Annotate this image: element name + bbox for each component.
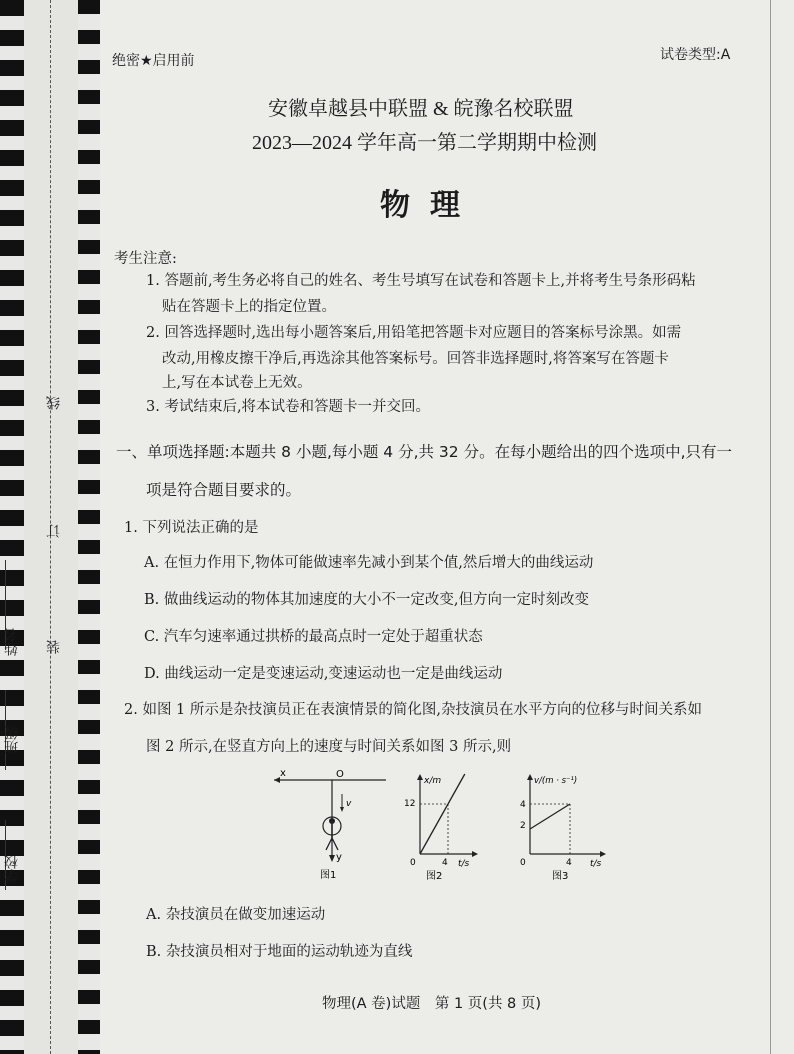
exam-title: 2023—2024 学年高一第二学期期中检测 <box>252 132 597 154</box>
q2-stem-line-1: 2. 如图 1 所示是杂技演员正在表演情景的简化图,杂技演员在水平方向的位移与时间关系如 <box>124 702 702 718</box>
name-label: 姓名 <box>4 628 20 656</box>
fig2-t-axis-arrow <box>472 851 478 857</box>
q1-option-d: D. 曲线运动一定是变速运动,变速运动也一定是曲线运动 <box>144 666 503 682</box>
fig3-series-line <box>530 804 570 829</box>
fig3-t-axis-arrow <box>600 851 606 857</box>
fig2-x-axis-label: t/s <box>458 859 470 869</box>
notice-line-3: 2. 回答选择题时,选出每小题答案后,用铅笔把答题卡对应题目的答案标号涂黑。如需 <box>146 325 682 341</box>
fig3-v-axis-arrow <box>527 774 533 780</box>
section-heading-line-1: 一、单项选择题:本题共 8 小题,每小题 4 分,共 32 分。在每小题给出的四个选项中,只有一 <box>116 443 733 461</box>
xian-mark: 线 <box>46 396 62 410</box>
performer-leg-right <box>332 838 338 850</box>
notice-line-2: 贴在答题卡上的指定位置。 <box>162 299 336 315</box>
q2-option-a: A. 杂技演员在做变加速运动 <box>146 907 326 923</box>
performer-head-icon <box>329 818 335 824</box>
fig2-caption: 图2 <box>426 871 443 881</box>
notice-line-1: 1. 答题前,考生务必将自己的姓名、考生号填写在试卷和答题卡上,并将考生号条形码粘 <box>146 273 696 289</box>
page-footer: 物理(A 卷)试题 第 1 页(共 8 页) <box>322 996 542 1012</box>
fig2-series-line <box>420 804 448 854</box>
fig1-o-label: O <box>336 769 344 780</box>
alliance-title: 安徽卓越县中联盟 & 皖豫名校联盟 <box>268 98 574 120</box>
fig3-y-axis-label: v/(m · s⁻¹) <box>534 776 578 786</box>
fig3-x-axis-label: t/s <box>590 859 602 869</box>
fig3-tick-y2: 2 <box>520 821 526 831</box>
zhuang-mark: 装 <box>46 640 62 654</box>
fig2-series-extension <box>448 774 465 804</box>
left-stripe-border <box>0 0 24 1054</box>
fig3-tick-x: 4 <box>566 858 572 868</box>
q1-option-a: A. 在恒力作用下,物体可能做速率先减小到某个值,然后增大的曲线运动 <box>144 555 594 571</box>
figure-2-chart <box>398 770 480 881</box>
fig1-y-label: y <box>336 852 342 863</box>
fig2-x-axis-arrow <box>417 774 423 780</box>
section-heading-line-2: 项是符合题目要求的。 <box>146 481 302 499</box>
school-label: 学校 <box>4 855 20 883</box>
fig2-origin: 0 <box>410 858 416 868</box>
fig3-tick-y1: 4 <box>520 800 526 810</box>
notice-line-6: 3. 考试结束后,将本试卷和答题卡一并交回。 <box>146 399 431 415</box>
fig3-origin: 0 <box>520 858 526 868</box>
performer-leg-left <box>326 838 332 850</box>
fig3-caption: 图3 <box>552 871 569 881</box>
figure-1 <box>270 766 390 881</box>
fig1-v-arrow-head <box>340 807 344 812</box>
q1-option-b: B. 做曲线运动的物体其加速度的大小不一定改变,但方向一定时刻改变 <box>144 592 589 608</box>
fig1-caption: 图1 <box>320 870 337 881</box>
paper-edge <box>770 0 771 1054</box>
fig2-tick-y: 12 <box>404 799 416 809</box>
notice-heading: 考生注意: <box>114 251 177 267</box>
q1-stem: 1. 下列说法正确的是 <box>124 520 259 536</box>
fig1-y-arrow <box>329 855 335 862</box>
notice-line-5: 上,写在本试卷上无效。 <box>162 375 312 391</box>
fig2-tick-x: 4 <box>442 858 448 868</box>
paper-type-label: 试卷类型:A <box>660 47 731 63</box>
q2-option-b: B. 杂技演员相对于地面的运动轨迹为直线 <box>146 944 413 960</box>
secret-label: 绝密★启用前 <box>112 53 195 69</box>
figure-3-chart <box>512 770 612 881</box>
binding-margin <box>0 0 100 1054</box>
q2-stem-line-2: 图 2 所示,在竖直方向上的速度与时间关系如图 3 所示,则 <box>146 739 512 755</box>
subject-title: 物理 <box>380 188 480 223</box>
fig2-y-axis-label: x/m <box>424 776 442 786</box>
right-stripe-border <box>78 0 100 1054</box>
q1-option-c: C. 汽车匀速率通过拱桥的最高点时一定处于超重状态 <box>144 629 483 645</box>
ding-mark: 订 <box>46 524 62 538</box>
fig1-v-label: v <box>346 799 352 809</box>
class-label: 班级 <box>4 726 20 754</box>
notice-line-4: 改动,用橡皮擦干净后,再选涂其他答案标号。回答非选择题时,将答案写在答题卡 <box>162 351 669 367</box>
fig1-x-label: x <box>280 768 286 779</box>
